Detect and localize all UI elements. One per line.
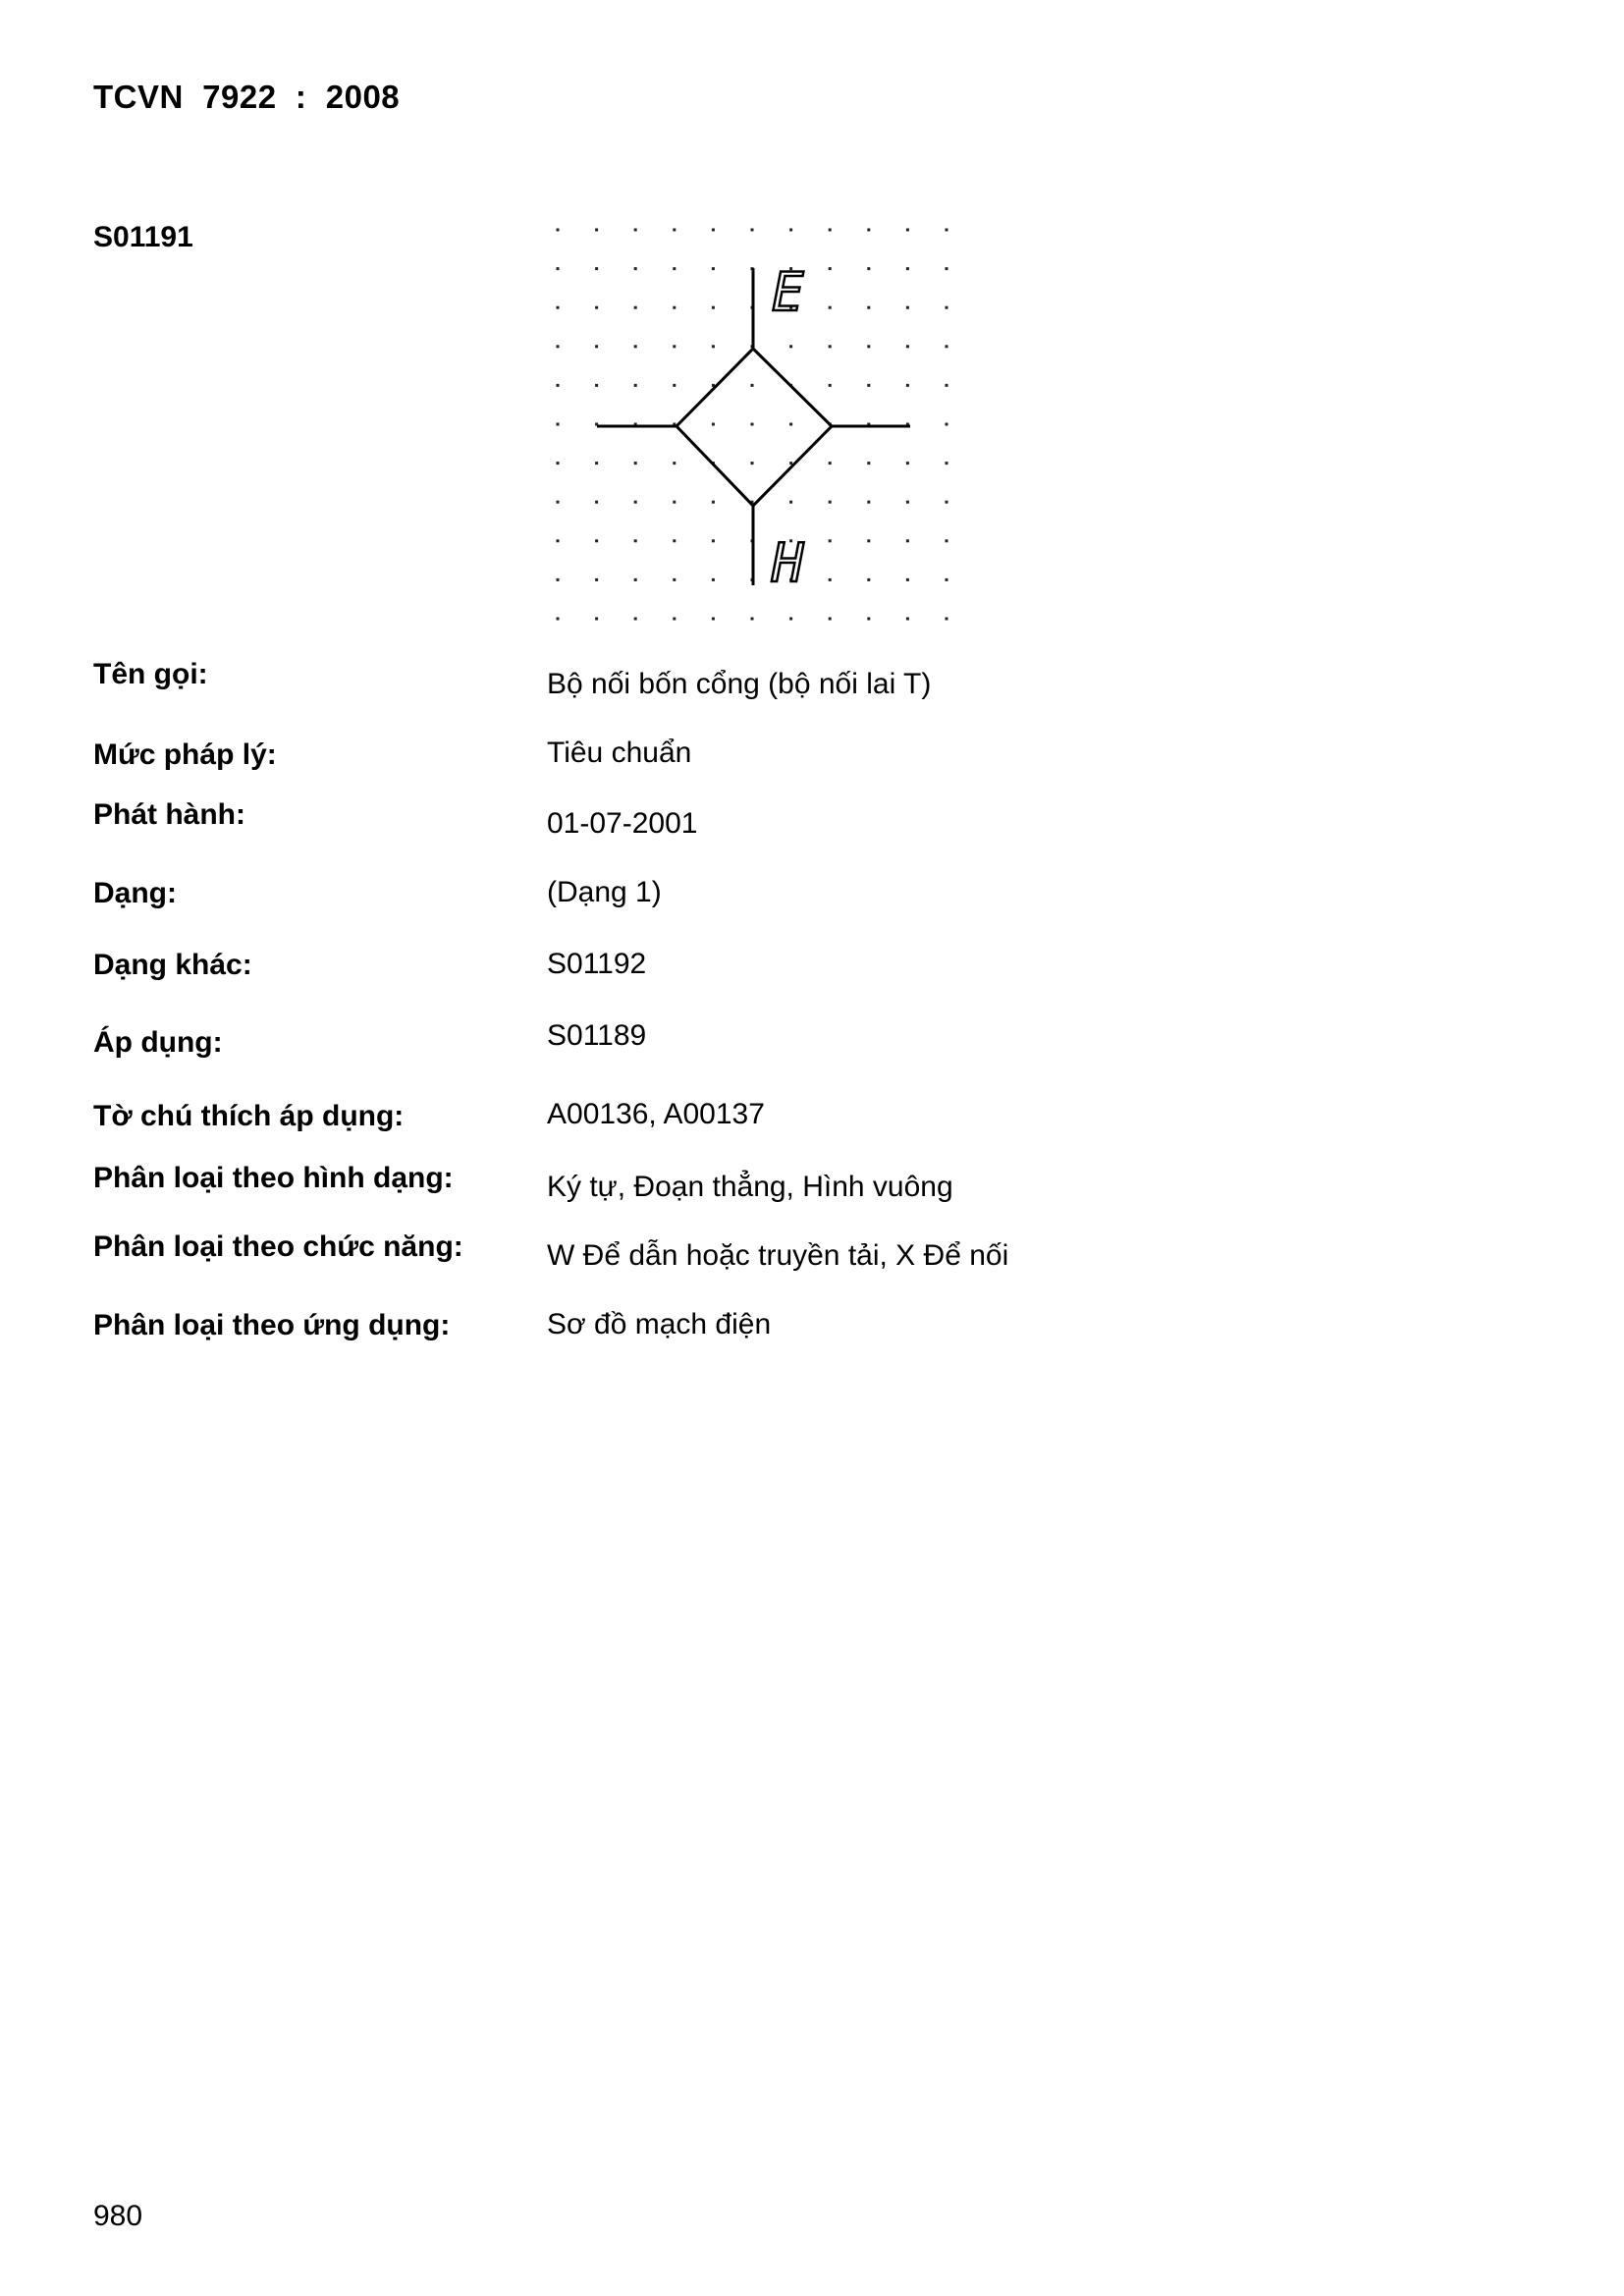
diamond-junction <box>677 349 832 506</box>
grid-dot <box>906 578 909 581</box>
grid-dot <box>789 462 792 465</box>
page-number: 980 <box>93 2200 143 2232</box>
grid-dot <box>634 539 637 542</box>
grid-dot <box>595 539 598 542</box>
grid-dot <box>751 384 754 387</box>
grid-dot <box>906 267 909 270</box>
grid-dot <box>751 462 754 465</box>
grid-dot <box>829 539 832 542</box>
grid-dot <box>829 618 832 621</box>
grid-dot <box>906 618 909 621</box>
grid-dot <box>751 618 754 621</box>
grid-dot <box>946 618 948 621</box>
grid-dot <box>595 578 598 581</box>
grid-dot <box>557 423 560 426</box>
grid-dot <box>634 267 637 270</box>
grid-dot <box>673 229 676 232</box>
grid-dot <box>946 384 948 387</box>
field-value-other-form: S01192 <box>547 948 647 980</box>
standard-header: TCVN 7922 : 2008 <box>93 79 401 115</box>
field-label-issued: Phát hành: <box>93 798 245 831</box>
field-label-function-class: Phân loại theo chức năng: <box>93 1230 463 1263</box>
grid-dot <box>946 462 948 465</box>
grid-dot <box>867 539 870 542</box>
grid-dot <box>946 423 948 426</box>
grid-dot <box>595 267 598 270</box>
grid-dot <box>789 501 792 504</box>
grid-dot <box>906 345 909 348</box>
grid-dot <box>557 462 560 465</box>
grid-dot <box>712 229 715 232</box>
grid-dot <box>634 229 637 232</box>
field-value-name: Bộ nối bốn cổng (bộ nối lai T) <box>547 668 932 700</box>
symbol-figure <box>542 214 974 632</box>
field-label-shape-class: Phân loại theo hình dạng: <box>93 1162 454 1194</box>
symbol-code: S01191 <box>93 221 193 253</box>
bottom-port-letter: H <box>772 532 804 594</box>
grid-dot <box>712 578 715 581</box>
grid-dot <box>946 539 948 542</box>
grid-dot <box>673 267 676 270</box>
grid-dot <box>867 578 870 581</box>
grid-dot <box>829 462 832 465</box>
grid-dot <box>673 462 676 465</box>
grid-dot <box>906 306 909 309</box>
grid-dot <box>867 618 870 621</box>
grid-dot <box>673 618 676 621</box>
field-value-application-class: Sơ đồ mạch điện <box>547 1308 772 1340</box>
grid-dot <box>557 345 560 348</box>
field-value-applies: S01189 <box>547 1019 647 1052</box>
grid-dot <box>557 539 560 542</box>
grid-dot <box>595 618 598 621</box>
grid-dot <box>673 306 676 309</box>
grid-dot <box>673 578 676 581</box>
grid-dot <box>595 501 598 504</box>
grid-dot <box>557 306 560 309</box>
grid-dot <box>867 501 870 504</box>
grid-dot <box>867 345 870 348</box>
grid-dot <box>634 306 637 309</box>
grid-dot <box>712 267 715 270</box>
grid-dot <box>557 578 560 581</box>
grid-dot <box>789 345 792 348</box>
grid-dot <box>867 384 870 387</box>
grid-dot <box>946 501 948 504</box>
grid-dot <box>906 229 909 232</box>
grid-dot <box>829 501 832 504</box>
grid-dot <box>595 345 598 348</box>
grid-dot <box>751 229 754 232</box>
grid-dot <box>712 501 715 504</box>
grid-dot <box>557 229 560 232</box>
grid-dot <box>789 618 792 621</box>
field-value-shape-class: Ký tự, Đoạn thẳng, Hình vuông <box>547 1171 953 1203</box>
grid-dot <box>829 345 832 348</box>
grid-dot <box>867 462 870 465</box>
field-label-application-class: Phân loại theo ứng dụng: <box>93 1309 451 1341</box>
field-label-annotation-sheet: Tờ chú thích áp dụng: <box>93 1100 405 1132</box>
grid-dot <box>789 229 792 232</box>
grid-dot <box>557 501 560 504</box>
grid-dot <box>906 501 909 504</box>
field-value-annotation-sheet: A00136, A00137 <box>547 1098 765 1130</box>
field-label-other-form: Dạng khác: <box>93 949 252 981</box>
grid-dot <box>829 267 832 270</box>
grid-dot <box>867 306 870 309</box>
grid-dot <box>751 423 754 426</box>
grid-dot <box>789 423 792 426</box>
grid-dot <box>906 462 909 465</box>
hybrid-tee-symbol <box>597 268 910 585</box>
grid-dot <box>906 539 909 542</box>
grid-dot <box>673 345 676 348</box>
field-label-applies: Áp dụng: <box>93 1026 223 1059</box>
grid-dot <box>673 539 676 542</box>
grid-dot <box>673 384 676 387</box>
grid-dot <box>557 267 560 270</box>
grid-dot <box>557 384 560 387</box>
grid-dot <box>712 539 715 542</box>
grid-dot <box>634 345 637 348</box>
grid-dot <box>634 384 637 387</box>
grid-dot <box>634 462 637 465</box>
grid-dot <box>946 267 948 270</box>
grid-dot <box>634 578 637 581</box>
grid-dot <box>946 578 948 581</box>
grid-dot <box>712 306 715 309</box>
grid-dot <box>595 384 598 387</box>
field-label-form: Dạng: <box>93 877 177 909</box>
grid-dot <box>829 384 832 387</box>
grid-dot <box>712 345 715 348</box>
grid-dot <box>829 578 832 581</box>
field-value-function-class: W Để dẫn hoặc truyền tải, X Để nối <box>547 1239 1009 1272</box>
grid-dot <box>867 267 870 270</box>
grid-dot <box>946 229 948 232</box>
grid-dot <box>946 306 948 309</box>
grid-dot <box>867 229 870 232</box>
grid-dot <box>595 306 598 309</box>
grid-dot <box>829 229 832 232</box>
grid-dot <box>634 501 637 504</box>
grid-dot <box>595 462 598 465</box>
grid-dot <box>557 618 560 621</box>
grid-dot <box>906 384 909 387</box>
field-label-name: Tên gọi: <box>93 658 208 690</box>
grid-dot <box>673 501 676 504</box>
grid-dot <box>829 306 832 309</box>
grid-dot <box>712 618 715 621</box>
grid-dot <box>595 229 598 232</box>
grid-dot <box>634 618 637 621</box>
top-port-letter: E <box>772 261 804 323</box>
field-label-legal-level: Mức pháp lý: <box>93 738 277 771</box>
grid-dot <box>712 423 715 426</box>
grid-dot <box>946 345 948 348</box>
field-value-issued: 01-07-2001 <box>547 807 698 840</box>
field-value-form: (Dạng 1) <box>547 876 662 908</box>
field-value-legal-level: Tiêu chuẩn <box>547 737 692 769</box>
